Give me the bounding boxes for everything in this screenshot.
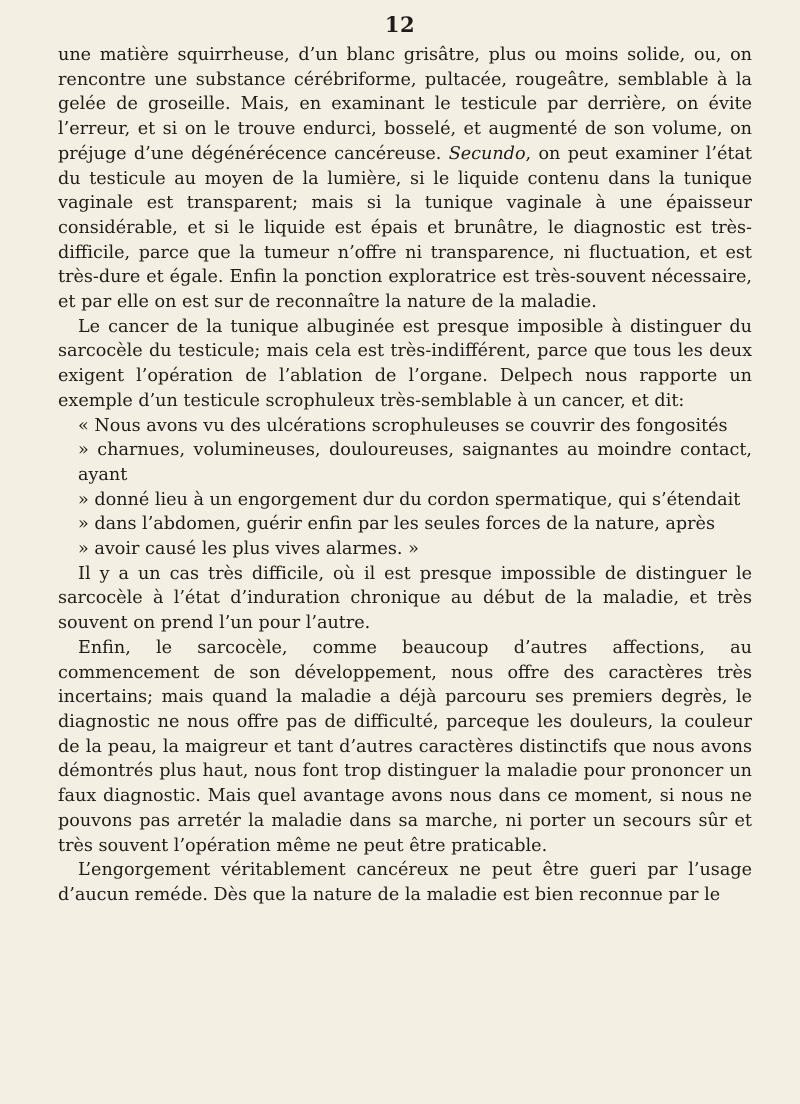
paragraph-p2 xyxy=(58,315,752,414)
paragraph-p4 xyxy=(58,636,752,858)
text-run: , on peut examiner l’état du testicule au moyen de la lumière, si le liquide contenu dans la tunique vaginale est transparent; mais si la tunique vaginale à une épaisseur considérable, et si le liquide est épais et brunâtre, le diagnostic est très-difficile, parce que la tumeur n’offre ni transparence, ni fluctuation, et est très-dure et égale. Enfin la ponction exploratrice est très-souvent nécessaire, et par elle on est sur de reconnaître la nature de la maladie. xyxy=(58,143,753,313)
paragraphs-after-quote xyxy=(58,562,752,908)
text-run: L’engorgement véritablement cancéreux ne peut être gueri par l’usage d’aucun reméde. Dès que la nature de la maladie est bien reconnue par le xyxy=(58,860,752,905)
quote-line: » donné lieu à un engorgement dur du cordon spermatique, qui s’étendait xyxy=(78,489,741,510)
text-run: une matière squirrheuse, d’un blanc grisâtre, plus ou moins solide, ou, on rencontre une substance cérébriforme, pultacée, rougeâtre, semblable à la gelée de groseille. Mais, en examinant le testicule par derrière, on évite l’erreur, et si on le trouve endurci, bosselé, et augmenté de son volume, on préjuge d’une dégénérécence cancéreuse. xyxy=(58,45,752,164)
text-run: Le cancer de la tunique albuginée est presque imposible à distinguer du sarcocèle du testicule; mais cela est très-indifférent, parce que tous les deux exigent l’opération de l’ablation de l’organe. Delpech nous rapporte un exemple d’un testicule scrophuleux très-semblable à un cancer, et dit: xyxy=(58,316,752,411)
text-run: Il y a un cas très difficile, où il est presque impossible de distinguer le sarcocèle à l’état d’induration chronique au début de la maladie, et très souvent on prend l’un pour l’autre. xyxy=(58,563,752,634)
body-text xyxy=(58,43,752,908)
paragraph-p3 xyxy=(58,562,752,636)
italic-term: Secundo xyxy=(448,143,526,164)
text-run: Enfin, le sarcocèle, comme beaucoup d’autres affections, au commencement de son développement, nous offre des caractères très incertains; mais quand la maladie a déjà parcouru ses premiers degrès, le diagnostic ne nous offre pas de difficulté, parceque les douleurs, la couleur de la peau, la maigreur et tant d’autres caractères distinctifs que nous avons démontrés plus haut, nous font trop distinguer la maladie pour prononcer un faux diagnostic. Mais quel avantage avons nous dans ce moment, si nous ne pouvons pas arretér la maladie dans sa marche, ni porter un secours sûr et très souvent l’opération même ne peut être praticable. xyxy=(58,637,752,856)
quotation-block xyxy=(58,414,752,562)
paragraph-p1 xyxy=(58,43,752,315)
paragraphs-before-quote xyxy=(58,43,752,414)
page-number: 12 xyxy=(384,12,416,37)
quote-line: » dans l’abdomen, guérir enfin par les seules forces de la nature, après xyxy=(78,514,716,535)
quote-line: » avoir causé les plus vives alarmes. » xyxy=(78,539,419,560)
quote-line: » charnues, volumineuses, douloureuses, saignantes au moindre contact, ayant xyxy=(78,440,752,485)
quote-line: « Nous avons vu des ulcérations scrophuleuses se couvrir des fongosités xyxy=(78,415,728,436)
paragraph-p5 xyxy=(58,858,752,907)
